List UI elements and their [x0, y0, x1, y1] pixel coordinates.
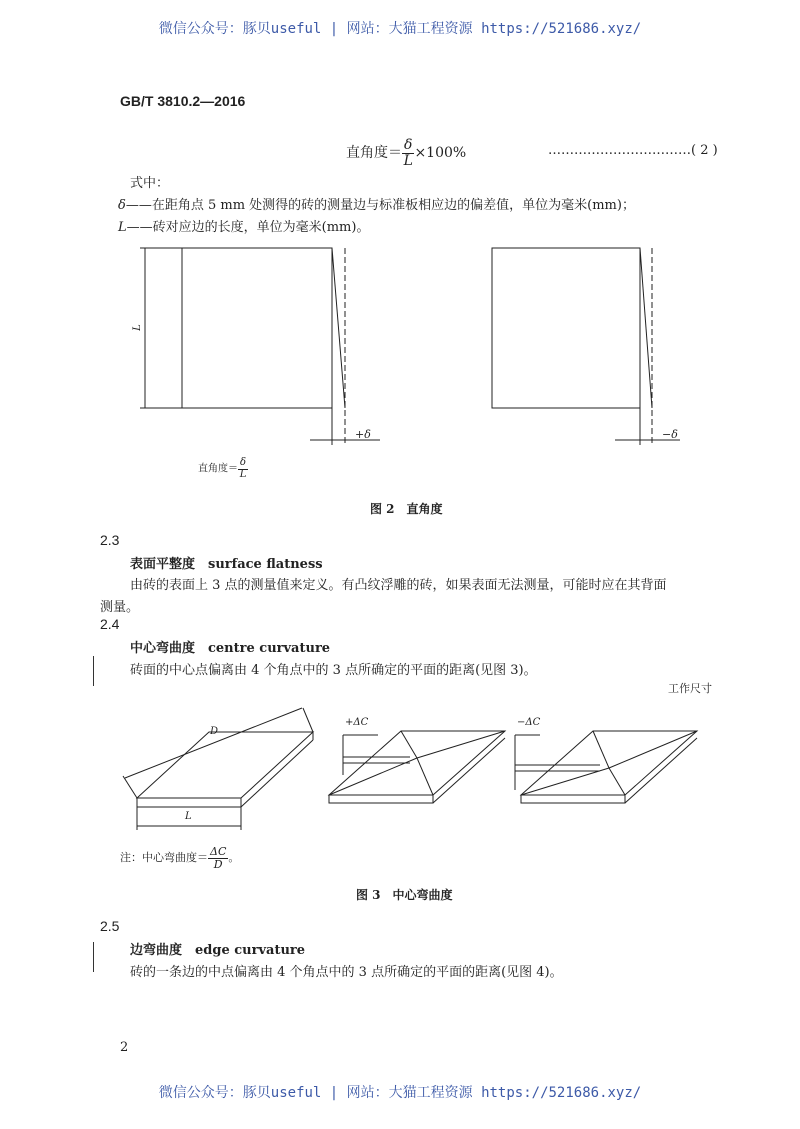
formula-numerator: δ [404, 137, 413, 153]
section-2-4-term: 中心弯曲度 centre curvature [130, 641, 331, 656]
fig2-formula [198, 458, 248, 480]
formula-numerator: ΔC [210, 845, 227, 858]
equation-number: ( 2 ) [691, 143, 718, 158]
fig3-tile-concave [515, 731, 697, 803]
fig2-minus-delta: −δ [662, 428, 678, 441]
definition-text: ——在距角点 5 mm 处测得的砖的测量边与标准板相应边的偏差值，单位为毫米(mm)； [125, 198, 635, 213]
page-number: 2 [120, 1040, 129, 1055]
note-text: 注：中心弯曲度＝ [120, 851, 208, 865]
definition-text: ——砖对应边的长度，单位为毫米(mm)。 [126, 220, 370, 235]
fig3-minus-deltaC: −ΔC [517, 717, 541, 728]
section-2-3-text: 由砖的表面上 3 点的测量值来定义。有凸纹浮雕的砖，如果表面无法测量，可能时应在其背面 [130, 578, 667, 593]
formula-denominator: L [403, 152, 413, 169]
formula-rhs: ×100% [414, 145, 467, 162]
formula-denominator: L [239, 468, 247, 480]
fig3-L-label: L [185, 811, 192, 822]
section-2-3-number: 2.3 [100, 532, 120, 548]
symbol: δ [118, 198, 126, 213]
fig3-tile-convex [329, 731, 505, 803]
formula-lhs: 直角度＝ [198, 463, 238, 475]
symbol: L [118, 220, 127, 235]
fig2-right-square [492, 248, 680, 445]
section-2-5-number: 2.5 [100, 918, 120, 934]
fig2-left-square [140, 248, 380, 445]
where-label: 式中： [130, 176, 170, 191]
fig2-L-label: L [131, 324, 143, 331]
section-2-3-term: 表面平整度 surface flatness [130, 557, 323, 572]
fig3-unit-note: 工作尺寸 [668, 682, 712, 695]
fig2-plus-delta: +δ [355, 428, 371, 441]
fig3-note: 注：中心弯曲度＝ $\frac{\Delta C}{D}$ 。 [120, 845, 240, 871]
change-bar [93, 942, 94, 972]
fig3-D-label: D [210, 726, 219, 737]
dots: …………………………… [548, 143, 691, 158]
fig3-plus-deltaC: +ΔC [345, 717, 369, 728]
section-2-3-text-cont: 测量。 [100, 600, 140, 615]
section-2-5-text: 砖的一条边的中点偏离由 4 个角点中的 3 点所确定的平面的距离(见图 4)。 [130, 965, 563, 980]
fig3-caption: 图 3 中心弯曲度 [356, 888, 453, 902]
section-2-5-term: 边弯曲度 edge curvature [130, 943, 306, 958]
change-bar [93, 656, 94, 686]
formula-lhs: 直角度＝ [346, 145, 402, 162]
fig2-caption: 图 2 直角度 [370, 502, 443, 516]
section-2-4-text: 砖面的中心点偏离由 4 个角点中的 3 点所确定的平面的距离(见图 3)。 [130, 663, 537, 678]
watermark-bottom: 微信公众号：豚贝useful | 网站：大猫工程资源 https://521686.xyz/ [158, 1085, 642, 1101]
section-2-4-number: 2.4 [100, 616, 120, 632]
formula-denominator: D [213, 857, 223, 871]
formula-numerator: δ [240, 457, 247, 468]
watermark-top: 微信公众号：豚贝useful | 网站：大猫工程资源 https://521686.xyz/ [158, 21, 642, 37]
standard-header: GB/T 3810.2—2016 [120, 93, 246, 109]
